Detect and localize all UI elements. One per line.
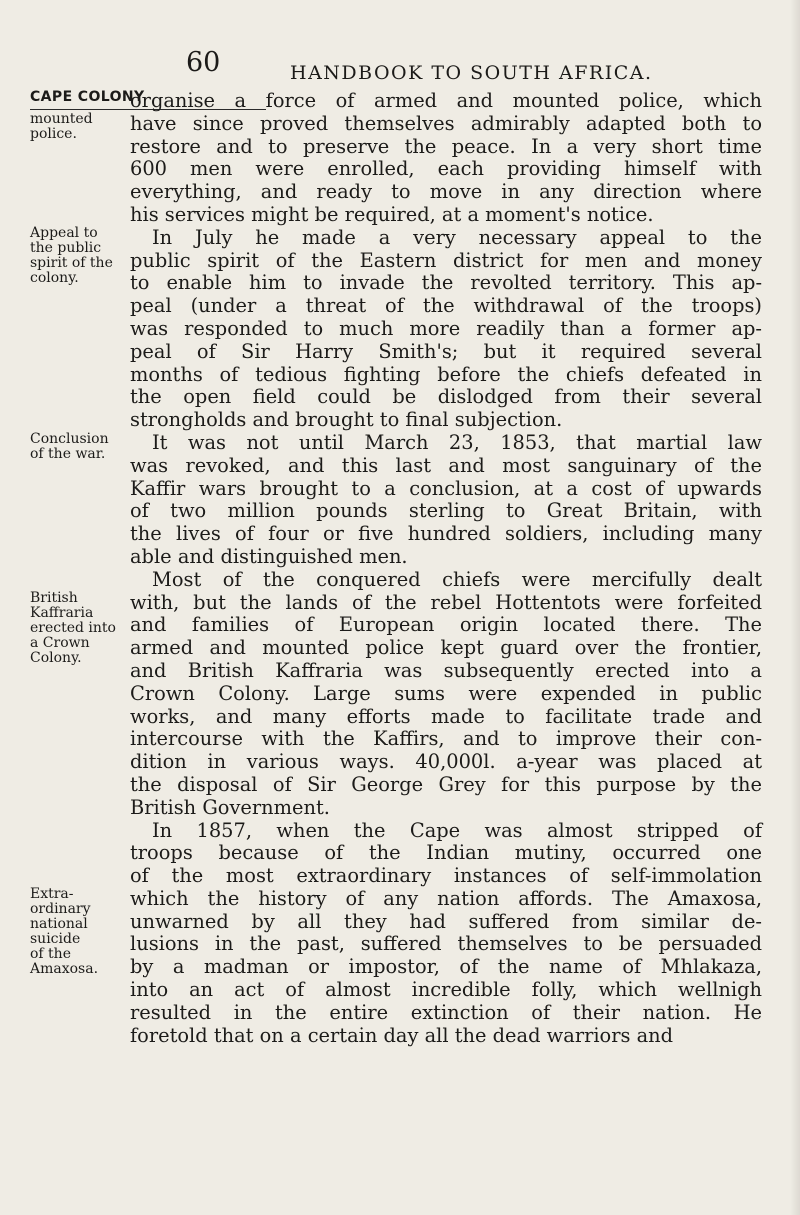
body-text — [130, 90, 762, 1047]
text-line: Most of the conquered chiefs were mercifully dealt — [152, 567, 762, 591]
text-line: able and distinguished men. — [130, 544, 408, 568]
text-line: with, but the lands of the rebel Hottentots were forfeited — [130, 590, 762, 614]
text-line: and British Kaffraria was subsequently erected into a — [130, 658, 762, 682]
margin-note-line: the public — [30, 240, 102, 256]
text-line: works, and many efforts made to facilitate trade and — [130, 704, 762, 728]
text-line: public spirit of the Eastern district for men and money — [130, 248, 762, 272]
page-edge-shadow — [790, 0, 800, 1215]
margin-note-line: police. — [30, 126, 77, 142]
text-line: was responded to much more readily than a former ap- — [130, 316, 762, 340]
margin-note-line: ordinary — [30, 901, 91, 917]
margin-note-line: spirit of the — [30, 255, 113, 271]
margin-note-appeal — [30, 225, 113, 286]
margin-note-line: Appeal to — [30, 225, 98, 241]
margin-note-line: colony. — [30, 270, 79, 286]
text-line: In July he made a very necessary appeal to the — [152, 225, 762, 249]
margin-note-line: Extra- — [30, 886, 74, 902]
text-line: lusions in the past, suffered themselves to be persuaded — [130, 932, 762, 956]
text-line: British Government. — [130, 795, 330, 819]
margin-note-line: mounted — [30, 111, 93, 127]
margin-note-line: suicide — [30, 931, 81, 947]
text-line: of two million pounds sterling to Great Britain, with — [130, 499, 762, 523]
text-line: 600 men were enrolled, each providing himself with — [130, 157, 762, 181]
text-line: dition in various ways. 40,000l. a-year was placed at — [130, 750, 762, 774]
text-line: organise a force of armed and mounted police, which — [130, 89, 762, 112]
text-line: the disposal of Sir George Grey for this purpose by the — [130, 772, 762, 796]
text-line: which the history of any nation affords. The Amaxosa, — [130, 886, 762, 910]
margin-note-amaxosa — [30, 887, 106, 977]
margin-note-line: erected into — [30, 620, 116, 636]
text-line: intercourse with the Kaffirs, and to improve their con- — [130, 727, 762, 751]
text-line: peal (under a threat of the withdrawal of the troops) — [130, 294, 762, 318]
text-line: to enable him to invade the revolted territory. This ap- — [130, 271, 762, 295]
margin-note-line: Colony. — [30, 650, 82, 666]
margin-note-british-kaffraria — [30, 590, 116, 666]
text-line: armed and mounted police kept guard over the frontier, — [130, 636, 762, 660]
text-line: troops because of the Indian mutiny, occurred one — [130, 841, 762, 865]
section-label: CAPE COLONY — [30, 89, 145, 105]
page-number: 60 — [186, 47, 221, 78]
text-line: the lives of four or five hundred soldiers, including many — [130, 522, 762, 546]
text-line: months of tedious fighting before the chiefs defeated in — [130, 362, 762, 386]
margin-note-line: British — [30, 590, 78, 606]
text-line: into an act of almost incredible folly, which wellnigh — [130, 978, 762, 1002]
margin-note-line: of the — [30, 946, 71, 962]
running-head: HANDBOOK TO SOUTH AFRICA. — [290, 62, 653, 84]
text-line: have since proved themselves admirably adapted both to — [130, 111, 762, 135]
text-line: unwarned by all they had suffered from similar de- — [130, 909, 762, 933]
text-line: strongholds and brought to final subjection. — [130, 408, 563, 432]
text-line: and families of European origin located there. The — [130, 613, 762, 637]
margin-note-line: Amaxosa. — [30, 961, 99, 977]
text-line: by a madman or impostor, of the name of Mhlakaza, — [130, 955, 762, 979]
margin-note-line: Kaffraria — [30, 605, 94, 621]
text-line: was revoked, and this last and most sanguinary of the — [130, 453, 762, 477]
margin-note-line: Conclusion — [30, 431, 109, 447]
text-line: peal of Sir Harry Smith's; but it required several — [130, 339, 762, 363]
margin-note-line: of the war. — [30, 446, 106, 462]
text-line: foretold that on a certain day all the dead warriors and — [130, 1023, 674, 1047]
text-line: Crown Colony. Large sums were expended in public — [130, 681, 762, 705]
margin-note-conclusion — [30, 431, 109, 462]
text-line: of the most extraordinary instances of self-immolation — [130, 864, 762, 888]
margin-note-line: a Crown — [30, 635, 90, 651]
text-line: restore and to preserve the peace. In a very short time — [130, 134, 762, 158]
text-line: Kaffir wars brought to a conclusion, at a cost of upwards — [130, 476, 762, 500]
text-line: It was not until March 23, 1853, that martial law — [152, 430, 762, 454]
text-line: In 1857, when the Cape was almost stripped of — [152, 818, 762, 842]
text-line: the open field could be dislodged from their several — [130, 385, 762, 409]
margin-note-mounted-police — [30, 112, 106, 142]
text-line: his services might be required, at a moment's notice. — [130, 202, 654, 226]
text-line: resulted in the entire extinction of their nation. He — [130, 1000, 762, 1024]
text-line: everything, and ready to move in any direction where — [130, 180, 762, 204]
margin-note-line: national — [30, 916, 88, 932]
